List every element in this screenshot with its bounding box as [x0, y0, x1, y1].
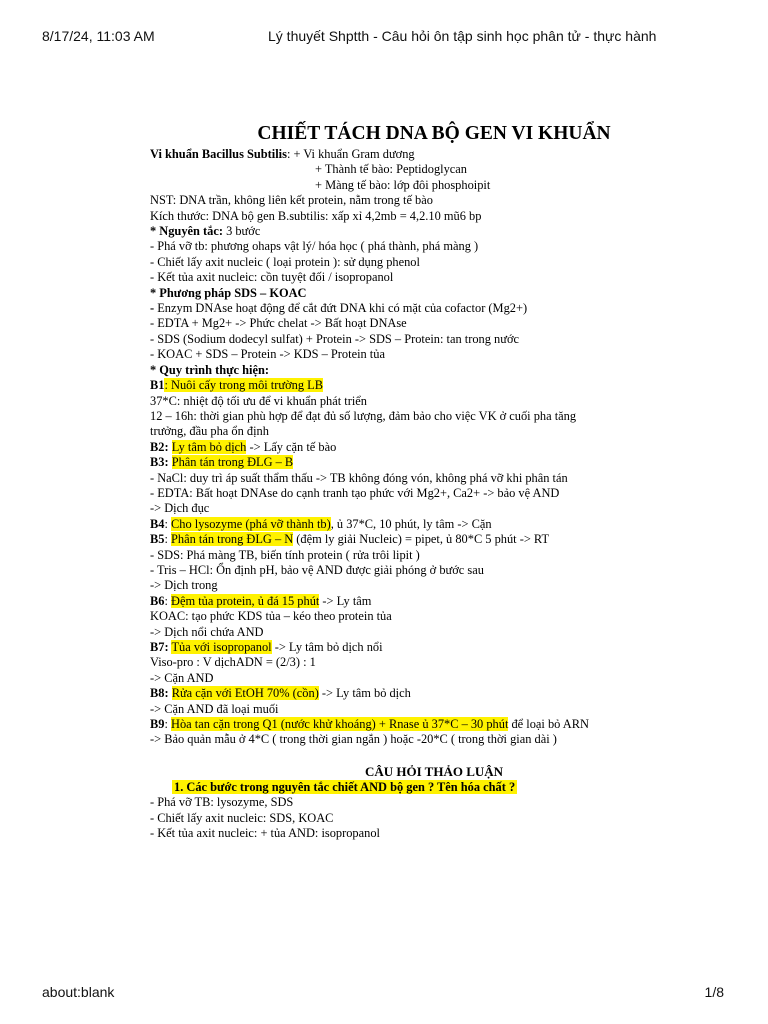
step-line	[150, 717, 710, 732]
document-title: CHIẾT TÁCH DNA BỘ GEN VI KHUẨN	[257, 123, 611, 144]
document-body	[150, 122, 710, 841]
highlighted-text: Phân tán trong ĐLG – N	[171, 532, 294, 547]
text-line: NST: DNA trần, không liên kết protein, nằm trong tế bào	[150, 193, 433, 208]
text-line	[150, 224, 710, 239]
step-label: B8:	[150, 686, 169, 701]
text-line: + Thành tế bào: Peptidoglycan	[315, 162, 467, 177]
text-run: :	[164, 532, 172, 547]
bold-label: -	[150, 301, 155, 316]
step-label: B2:	[150, 439, 169, 454]
text-line: 12 – 16h: thời gian phù hợp để đạt đủ số lượng, đảm bảo cho việc VK ở cuối pha tăng	[150, 408, 577, 423]
text-line: trưởng, đầu pha ổn định	[150, 424, 269, 439]
text-run: :	[164, 593, 172, 608]
answer-line: - Kết tủa axit nucleic: + tủa AND: isopropanol	[150, 826, 380, 841]
print-footer	[0, 984, 768, 1002]
text-run: , ủ 37*C, 10 phút, ly tâm -> Cặn	[330, 516, 492, 531]
step-line	[150, 686, 710, 701]
highlighted-text: Đệm tủa protein, ủ đá 15 phút	[171, 593, 320, 608]
highlighted-text: Tủa với isopropanol	[171, 640, 272, 654]
text-run: (đệm ly giải Nucleic) = pipet, ủ 80*C 5 phút -> RT	[293, 532, 550, 547]
highlighted-text: Ly tâm bỏ dịch	[171, 439, 247, 454]
section-heading	[150, 363, 710, 378]
print-header	[0, 28, 768, 46]
text-line: - Chiết lấy axit nucleic ( loại protein ): sử dụng phenol	[150, 254, 420, 269]
text-line: -> Bảo quản mẫu ở 4*C ( trong thời gian ngắn ) hoặc -20*C ( trong thời gian dài )	[150, 732, 557, 747]
text-line: -> Dịch trong	[150, 578, 218, 593]
text-line: Viso-pro : V dịchADN = (2/3) : 1	[150, 655, 316, 670]
discussion-heading: CÂU HỎI THẢO LUẬN	[364, 763, 504, 779]
step-label: B7:	[150, 640, 169, 654]
bold-label: * Nguyên tắc:	[150, 224, 223, 239]
text-run: -> Ly tâm	[319, 593, 372, 608]
text-line: Kích thước: DNA bộ gen B.subtilis: xấp xỉ 4,2mb = 4,2.10 mũ6 bp	[150, 208, 482, 223]
bold-label: * Phương pháp SDS – KOAC	[150, 285, 307, 300]
text-run: -> Ly tâm bỏ dịch	[318, 686, 411, 701]
answer-line: - Phá vỡ TB: lysozyme, SDS	[150, 795, 294, 810]
question-line	[150, 780, 710, 795]
print-url: about:blank	[42, 984, 115, 1000]
text-run: để loại bỏ ARN	[508, 717, 589, 732]
text-run: 3 bước	[222, 224, 261, 239]
text-line: - NaCl: duy trì áp suất thẩm thấu -> TB không đóng vón, không phá vỡ khi phân tán	[150, 470, 568, 485]
text-line: + Màng tế bào: lớp đôi phosphoipit	[315, 177, 491, 192]
step-label: B1	[150, 378, 165, 393]
answer-line: - Chiết lấy axit nucleic: SDS, KOAC	[150, 810, 334, 825]
step-line	[150, 440, 710, 455]
step-line	[150, 640, 710, 655]
text-line: - EDTA + Mg2+ -> Phức chelat -> Bất hoạt DNAse	[150, 316, 407, 331]
highlighted-text: Cho lysozyme (phá vỡ thành tb)	[171, 516, 331, 531]
text-line: -> Cặn AND đã loại muối	[150, 701, 279, 716]
step-line	[150, 517, 710, 532]
step-label: B9	[150, 717, 165, 732]
step-line	[150, 455, 710, 470]
page-number: 1/8	[704, 984, 724, 1000]
step-line	[150, 594, 710, 609]
text-line: - EDTA: Bất hoạt DNAse do cạnh tranh tạo phức với Mg2+, Ca2+ -> bảo vệ AND	[150, 485, 560, 500]
step-line	[150, 532, 710, 547]
text-line	[150, 301, 710, 316]
text-line: - Kết tủa axit nucleic: cồn tuyệt đối / isopropanol	[150, 270, 394, 285]
highlighted-text: Hòa tan cặn trong Q1 (nước khử khoáng) + Rnase ủ 37*C – 30 phút	[171, 717, 509, 732]
text-line: -> Dịch đục	[150, 501, 210, 516]
step-label: B5	[150, 532, 165, 547]
step-label: B3:	[150, 455, 169, 470]
text-run: :	[164, 717, 172, 732]
section-heading	[150, 286, 710, 301]
text-line: - Phá vỡ tb: phương ohaps vật lý/ hóa học ( phá thành, phá màng )	[150, 239, 479, 254]
text-run: : + Vi khuẩn Gram dương	[286, 147, 415, 161]
text-run: Enzym DNAse hoạt động để cắt đứt DNA khi có mặt của cofactor (Mg2+)	[154, 301, 528, 316]
print-page-title: Lý thuyết Shptth - Câu hỏi ôn tập sinh học phân tử - thực hành	[268, 28, 657, 44]
text-line: -> Dịch nổi chứa AND	[150, 624, 264, 639]
highlighted-text: Rửa cặn với EtOH 70% (cồn)	[171, 686, 319, 701]
bold-label: Vi khuẩn Bacillus Subtilis	[150, 147, 287, 161]
text-run: :	[164, 516, 172, 531]
highlighted-question: 1. Các bước trong nguyên tắc chiết AND bộ gen ? Tên hóa chất ?	[174, 779, 516, 794]
text-line: -> Cặn AND	[150, 670, 214, 685]
text-line: - Tris – HCl: Ổn định pH, bảo vệ AND được giải phóng ở bước sau	[150, 562, 484, 577]
text-run: -> Ly tâm bỏ dịch nổi	[271, 640, 383, 654]
bold-label: * Quy trình thực hiện:	[150, 362, 269, 377]
text-line: KOAC: tạo phức KDS tủa – kéo theo protein tủa	[150, 609, 392, 624]
text-line: - SDS (Sodium dodecyl sulfat) + Protein -> SDS – Protein: tan trong nước	[150, 331, 519, 346]
highlighted-text: : Nuôi cấy trong môi trường LB	[164, 378, 323, 393]
text-line: - KOAC + SDS – Protein -> KDS – Protein tủa	[150, 347, 385, 362]
step-label: B4	[150, 516, 165, 531]
text-line	[150, 147, 710, 162]
text-line: 37*C: nhiệt độ tối ưu để vi khuẩn phát triển	[150, 393, 367, 408]
step-label: B6	[150, 593, 165, 608]
step-line	[150, 378, 710, 393]
text-line: - SDS: Phá màng TB, biến tính protein ( rửa trôi lipit )	[150, 547, 420, 562]
text-run: -> Lấy cặn tế bào	[246, 439, 337, 454]
highlighted-text: Phân tán trong ĐLG – B	[171, 455, 294, 470]
print-datetime: 8/17/24, 11:03 AM	[42, 28, 155, 44]
